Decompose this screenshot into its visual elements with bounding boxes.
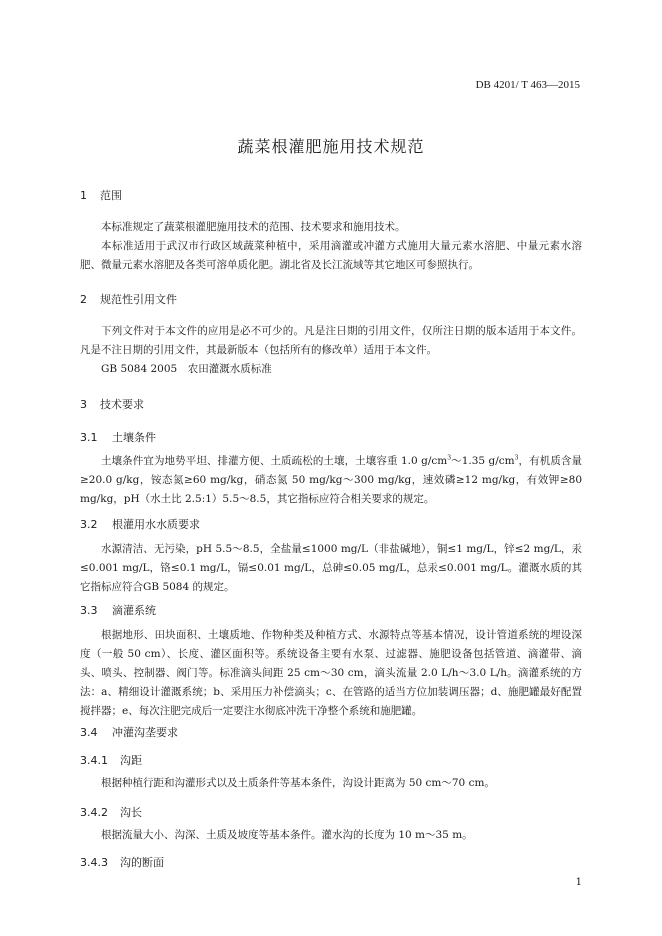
subsection-heading-3-4-1	[80, 752, 142, 768]
document-number: DB 4201/ T 463—2015	[475, 79, 580, 91]
section-title: 根灌用水水质要求	[112, 518, 200, 531]
paragraph: 根据流量大小、沟深、土质及坡度等基本条件。灌水沟的长度为 10 m～35 m。	[101, 829, 473, 841]
section-heading-2	[80, 291, 177, 307]
subsection-heading-3-1	[80, 429, 156, 445]
section-number: 3.4.2	[80, 806, 108, 819]
paragraph: GB 5084 2005 农田灌溉水质标准	[101, 363, 272, 375]
subsection-heading-3-4-3	[80, 854, 164, 870]
section-title: 滴灌系统	[112, 604, 156, 617]
paragraph: 根据种植行距和沟灌形式以及土质条件等基本条件，沟设计距离为 50 cm～70 cm。	[101, 777, 495, 789]
section-heading-1	[80, 187, 122, 203]
paragraph: 本标准规定了蔬菜根灌肥施用技术的范围、技术要求和施用技术。	[101, 221, 406, 233]
paragraph: 本标准适用于武汉市行政区域蔬菜种植中，采用滴灌或冲灌方式施用大量元素水溶肥、中量元素水溶肥、微量元素水溶肥及各类可溶单质化肥。湖北省及长江流域等其它地区可参照执行。	[80, 240, 582, 271]
section-heading-3	[80, 396, 144, 412]
page-number: 1	[575, 877, 582, 888]
section-number: 1	[80, 189, 87, 202]
section-number: 2	[80, 293, 87, 306]
page-title: 蔬菜根灌肥施用技术规范	[237, 137, 425, 156]
section-title: 冲灌沟垄要求	[112, 726, 178, 739]
subsection-heading-3-4-2	[80, 804, 142, 820]
paragraph: 下列文件对于本文件的应用是必不可少的。凡是注日期的引用文件，仅所注日期的版本适用于本文件。凡是不注日期的引用文件，其最新版本（包括所有的修改单）适用于本文件。	[80, 325, 582, 356]
paragraph: 土壤条件宜为地势平坦、排灌方便、土质疏松的土壤，土壤容重 1.0 $g/cm^3\sim 1.35$ $g/cm^3$，有机质含量≥20.0 g/kg，铵态氮≥60 mg/kg，硝态氮 50 mg/kg～300 mg/kg，速效磷≥12 mg/kg，有效钾≥80 mg/kg，pH（水土比 2.5:1）5.5～8.5，其它指标应符合相关要求的规定。	[80, 454, 582, 505]
section-number: 3	[80, 398, 87, 411]
section-number: 3.3	[80, 604, 98, 617]
subsection-heading-3-2	[80, 516, 200, 532]
section-number: 3.4.1	[80, 754, 108, 767]
section-number: 3.4	[80, 726, 98, 739]
paragraph: 水源清洁、无污染，pH 5.5～8.5，全盐量≤1000 mg/L（非盐碱地），铜≤1 mg/L，锌≤2 mg/L，汞≤0.001 mg/L，铬≤0.1 mg/L，镉≤0.01 mg/L，总砷≤0.05 mg/L，总汞≤0.001 mg/L。灌溉水质的其它指标应符合GB 5084 的规定。	[80, 543, 582, 593]
section-title: 沟长	[120, 806, 142, 819]
subsection-heading-3-3	[80, 602, 156, 618]
section-number: 3.2	[80, 518, 98, 531]
section-title: 规范性引用文件	[100, 293, 177, 306]
section-title: 土壤条件	[112, 431, 156, 444]
subsection-heading-3-4	[80, 724, 178, 740]
paragraph: 根据地形、田块面积、土壤质地、作物种类及种植方式、水源特点等基本情况，设计管道系统的埋设深度（一般 50 cm）、长度、灌区面积等。系统设备主要有水泵、过滤器、施肥设备包括管道、滴灌带、滴头、喷头、控制器、阀门等。标准滴头间距 25 cm～30 cm，滴头流量 2.0 L/h～3.0 L/h。滴灌系统的方法：a、精细设计灌溉系统；b、采用压力补偿滴头；c、在管路的适当方位加装调压器；d、施肥罐最好配置搅拌器；e、每次注肥完成后一定要注水彻底冲洗干净整个系统和施肥罐。	[80, 629, 582, 717]
section-number: 3.4.3	[80, 856, 108, 869]
section-title: 范围	[100, 189, 122, 202]
section-title: 技术要求	[100, 398, 144, 411]
section-number: 3.1	[80, 431, 98, 444]
section-title: 沟的断面	[120, 856, 164, 869]
section-title: 沟距	[120, 754, 142, 767]
